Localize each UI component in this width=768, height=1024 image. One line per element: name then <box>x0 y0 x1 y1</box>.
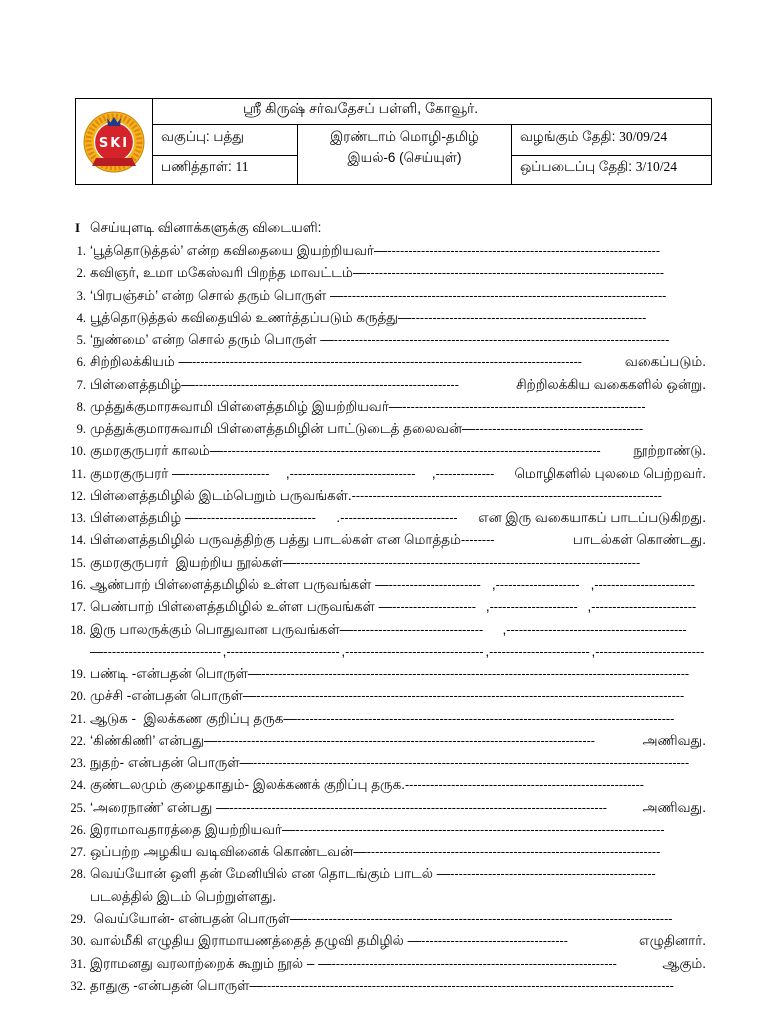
answer-blank: ------------------------------------------------------------------------------------------ <box>296 711 675 726</box>
question-number: 6. <box>76 355 86 370</box>
question-text: நூற்றாண்டு. <box>633 443 706 459</box>
question-body <box>90 574 706 596</box>
question-body <box>90 708 706 730</box>
question-text: என இரு வகையாகப் பாடப்படுகிறது. <box>478 510 706 526</box>
worksheet-number: 11 <box>235 159 249 174</box>
question-body <box>90 863 706 885</box>
question-item <box>58 930 706 952</box>
answer-blank: -------------------- <box>495 577 580 592</box>
submission-date-label: ஒப்படைப்பு தேதி: <box>520 159 632 174</box>
question-item <box>58 619 706 641</box>
class-cell <box>153 125 298 156</box>
answer-blank: --------------------------------------------------------------- <box>194 377 459 392</box>
answer-blank: ---------------------------------------------------------------------------------------- <box>303 911 673 926</box>
question-text: கவிஞர், உமா மகேஸ்வரி பிறந்த மாவட்டம்— <box>90 265 367 281</box>
question-item <box>58 819 706 841</box>
question-item <box>58 262 706 284</box>
question-body <box>90 930 706 952</box>
question-body <box>90 797 706 819</box>
answer-blank: ---------------------------- <box>198 511 316 526</box>
issue-date-label: வழங்கும் தேதி: <box>520 129 616 144</box>
question-number: 20. <box>70 689 86 704</box>
question-text: பிள்ளைத்தமிழ் — <box>90 510 199 526</box>
submission-date-cell <box>512 156 712 185</box>
question-text: நுதற்- என்பதன் பொருள்— <box>90 755 254 771</box>
question-item <box>58 953 706 975</box>
question-text: வால்மீகி எழுதிய இராமாயணத்தைத் தழுவி தமிழில் — <box>90 933 422 949</box>
answer-blank: -------------------------------------------------------------------------------------------------------- <box>253 756 690 771</box>
question-text: பெண்பாற் பிள்ளைத்தமிழில் உள்ள பருவங்கள் — <box>90 599 393 615</box>
question-text: அணிவது. <box>642 799 706 815</box>
question-body <box>90 975 706 997</box>
question-body <box>90 285 706 307</box>
question-number: 10. <box>70 444 86 459</box>
question-text: ‘பூத்தொடுத்தல்’ என்ற கவிதையை இயற்றியவர்— <box>90 243 388 258</box>
question-number: 17. <box>70 600 86 615</box>
question-body <box>90 529 706 551</box>
question-number: 11. <box>70 466 86 481</box>
question-text: குமரகுருபரர் — <box>90 465 186 481</box>
question-item <box>58 329 706 351</box>
question-text: , <box>590 576 595 592</box>
answer-blank: --------------------------- <box>226 644 340 659</box>
question-list <box>58 240 706 997</box>
question-text: வெய்யோன் ஒளி தன் மேனியில் என தொடங்கும் பாடல் — <box>90 866 451 882</box>
subject-title: இரண்டாம் மொழி-தமிழ் <box>330 129 479 144</box>
question-number: 25. <box>70 800 86 815</box>
answer-blank: ------------------------------------------------------------------------------------------ <box>229 800 607 815</box>
question-number: 31. <box>70 956 86 971</box>
question-item <box>58 752 706 774</box>
question-item <box>58 552 706 574</box>
header-row-details <box>76 125 712 156</box>
question-text: குமரகுருபரர் இயற்றிய நூல்கள்— <box>90 554 297 570</box>
question-number: 1. <box>76 244 86 258</box>
question-text: , <box>485 643 490 659</box>
question-text: இரு பாலருக்கும் பொதுவான பருவங்கள்— <box>90 621 354 637</box>
question-number: 16. <box>70 577 86 592</box>
answer-blank: ------------------------------- <box>353 622 484 637</box>
question-item <box>58 285 706 307</box>
question-body <box>90 819 706 841</box>
question-number: 26. <box>70 822 86 837</box>
question-text: பிள்ளைத்தமிழில் பருவத்திற்கு பத்து பாடல்கள் என மொத்தம் <box>90 532 461 548</box>
answer-blank: ----------------------------------- <box>421 934 568 949</box>
question-body <box>90 485 706 507</box>
submission-date-value: 3/10/24 <box>635 159 677 174</box>
question-continuation-line <box>58 886 706 908</box>
question-item <box>58 396 706 418</box>
question-number: 8. <box>76 399 86 414</box>
answer-blank: ------------------------------------------------------------------------------------------ <box>223 444 601 459</box>
question-item <box>58 485 706 507</box>
question-number: 2. <box>76 266 86 281</box>
question-item <box>58 730 706 752</box>
question-item <box>58 574 706 596</box>
question-item <box>58 418 706 440</box>
question-number: 24. <box>70 778 86 793</box>
question-text: பண்டி -என்பதன் பொருள்— <box>90 666 262 682</box>
answer-blank: --------------------------------------------------------------------------------------------- <box>191 355 582 370</box>
answer-blank: ---------------------------- <box>103 644 221 659</box>
question-text: குமரகுருபரர் காலம்— <box>90 443 224 459</box>
answer-blank: ----------------------------------------------------------------------------- <box>343 288 667 303</box>
section-title: செய்யுளடி வினாக்களுக்கு விடையளி: <box>90 220 322 235</box>
answer-blank: -------------------------------------------------------- <box>411 310 647 325</box>
question-text: ஆண்பாற் பிள்ளைத்தமிழில் உள்ள பருவங்கள் — <box>90 576 389 592</box>
question-text: இராமாவதாரத்தை இயற்றியவர்— <box>90 821 296 837</box>
logo-cell <box>76 99 153 185</box>
question-text: , <box>591 643 596 659</box>
answer-blank: ------------------------ <box>489 644 590 659</box>
question-text: பூத்தொடுத்தல் கவிதையில் உணர்த்தப்படும் கருத்து— <box>90 309 412 325</box>
question-body <box>90 240 706 262</box>
answer-blank: ------------------------- <box>591 600 697 615</box>
answer-blank: --------------------------------- <box>345 644 484 659</box>
question-text: ஆடுக - இலக்கண குறிப்பு தருக— <box>90 710 297 726</box>
header-table-body <box>76 99 712 185</box>
question-text: முச்சி -என்பதன் பொருள்— <box>90 688 257 704</box>
question-body <box>90 908 706 930</box>
question-text: அணிவது. <box>638 732 706 748</box>
answer-blank: -------- <box>460 533 495 548</box>
question-text: , <box>502 621 507 637</box>
question-text: வெய்யோன்- என்பதன் பொருள்— <box>90 910 304 926</box>
issue-date-cell <box>512 125 712 156</box>
question-item <box>58 863 706 885</box>
answer-blank: ------------------------------------------- <box>506 622 687 637</box>
question-body <box>90 307 706 329</box>
answer-blank: -------------------- <box>185 466 270 481</box>
school-logo <box>83 111 145 173</box>
answer-blank: ------------------------------------------------------------------------------------------------------ <box>261 667 690 682</box>
question-number: 21. <box>70 711 86 726</box>
answer-blank: ------------------------------------------------- <box>450 867 656 882</box>
question-body <box>90 953 706 975</box>
question-number: 32. <box>70 978 86 993</box>
answer-blank: -------------------------------------------------------------------------------- <box>333 333 670 348</box>
question-number: 13. <box>70 511 86 526</box>
question-continuation-line <box>58 641 706 663</box>
question-body <box>90 262 706 284</box>
question-item <box>58 596 706 618</box>
section-heading <box>75 219 321 237</box>
question-text: , <box>587 599 592 615</box>
question-text: — <box>90 643 104 659</box>
answer-blank: ---------------------------------------------------------- <box>402 399 646 414</box>
question-text: தாதுகு -என்பதன் பொருள்— <box>90 977 263 993</box>
answer-blank: -------------------------- <box>595 644 705 659</box>
question-number: 27. <box>70 845 86 860</box>
question-text: ‘அரைநாண்’ என்பது — <box>90 799 230 815</box>
question-body <box>90 463 706 485</box>
question-body <box>90 596 706 618</box>
question-number: 30. <box>70 934 86 949</box>
answer-blank: ------------------------------------------------------------------------------------------------------ <box>256 689 685 704</box>
question-body <box>90 641 706 663</box>
question-item <box>58 841 706 863</box>
question-body <box>90 374 706 396</box>
question-number: 5. <box>76 333 86 348</box>
school-name: ஸ்ரீ கிருஷ் சர்வதேசப் பள்ளி, கோவூர். <box>153 99 712 125</box>
question-body <box>90 663 706 685</box>
question-item <box>58 708 706 730</box>
question-text: பிள்ளைத்தமிழில் இடம்பெறும் பருவங்கள். <box>90 487 352 503</box>
question-text: வகைப்படும். <box>621 354 706 370</box>
answer-blank: ------------------------ <box>594 577 695 592</box>
answer-blank: ------------------------------------------------------------------------------------------ <box>217 733 595 748</box>
answer-blank: ---------------------------------------- <box>475 422 644 437</box>
answer-blank: -------------------------------------------------------------------- <box>331 956 617 971</box>
question-number: 3. <box>76 288 86 303</box>
question-number: 4. <box>76 310 86 325</box>
question-number: 23. <box>70 756 86 771</box>
question-item <box>58 975 706 997</box>
question-text: முத்துக்குமாரசுவாமி பிள்ளைத்தமிழ் இயற்றியவர்— <box>90 398 403 414</box>
question-body <box>90 685 706 707</box>
question-number: 29. <box>70 911 86 926</box>
question-item <box>58 507 706 529</box>
answer-blank: ---------------------------- <box>340 511 458 526</box>
question-item <box>58 529 706 551</box>
answer-blank: ------------------------------ <box>289 466 416 481</box>
answer-blank: -------------------- <box>392 600 476 615</box>
question-body <box>90 552 706 574</box>
question-text: முத்துக்குமாரசுவாமி பிள்ளைத்தமிழின் பாட்டுடைத் தலைவன்— <box>90 421 476 437</box>
question-item <box>58 351 706 373</box>
question-text: எழுதினார். <box>635 933 706 949</box>
header-row-school <box>76 99 712 125</box>
question-text: , <box>341 643 346 659</box>
question-text: , <box>491 576 496 592</box>
question-text: ‘பிரபஞ்சம்’ என்ற சொல் தரும் பொருள் — <box>90 287 344 303</box>
question-number: 12. <box>70 488 86 503</box>
section-numeral: I <box>75 220 81 235</box>
question-body <box>90 752 706 774</box>
question-item <box>58 797 706 819</box>
question-body <box>90 619 706 641</box>
answer-blank: ---------------------------------------------------------------------- <box>366 845 661 860</box>
answer-blank: ---------------------- <box>388 577 481 592</box>
question-item <box>58 440 706 462</box>
issue-date-value: 30/09/24 <box>619 129 668 144</box>
question-text: குண்டலமும் குழைகாதும்- இலக்கணக் குறிப்பு தருக. <box>90 777 405 793</box>
answer-blank: ---------------------------------------------------------------------------------------- <box>295 822 665 837</box>
question-number: 28. <box>70 867 86 882</box>
question-text: சிற்றிலக்கிய வகைகளில் ஒன்று. <box>512 376 706 392</box>
question-number: 18. <box>70 622 86 637</box>
answer-blank: ----------------------------------------------------------------------- <box>366 266 665 281</box>
logo-ribbon <box>92 158 136 166</box>
answer-blank: -------------------------------------------------------------------------- <box>351 488 662 503</box>
question-text: ஆகும். <box>662 955 706 971</box>
question-text: மொழிகளில் புலமை பெற்றவர். <box>510 465 706 481</box>
answer-blank: ---------------------------------------------------------------------------------- <box>296 555 641 570</box>
question-number: 9. <box>76 422 86 437</box>
answer-blank: --------------------------------------------------------- <box>404 778 645 793</box>
question-number: 14. <box>70 533 86 548</box>
question-text: பாடல்கள் கொண்டது. <box>572 532 706 548</box>
answer-blank: --------------------- <box>489 600 578 615</box>
worksheet-label: பணித்தாள்: <box>161 159 232 174</box>
question-item <box>58 307 706 329</box>
question-item <box>58 685 706 707</box>
question-body <box>90 329 706 351</box>
question-text: ‘நுண்மை’ என்ற சொல் தரும் பொருள் — <box>90 332 334 348</box>
question-text: , <box>431 465 436 481</box>
question-number: 15. <box>70 555 86 570</box>
question-text: , <box>485 599 490 615</box>
class-label: வகுப்பு: பத்து <box>161 129 244 144</box>
question-item <box>58 374 706 396</box>
question-number: 7. <box>76 377 86 392</box>
worksheet-header-table <box>75 98 712 185</box>
question-text: , <box>285 465 290 481</box>
question-body <box>90 396 706 418</box>
question-body <box>90 841 706 863</box>
question-item <box>58 240 706 262</box>
question-number: 19. <box>70 667 86 682</box>
question-body <box>90 730 706 752</box>
question-body <box>90 351 706 373</box>
question-item <box>58 908 706 930</box>
question-text: இராமனது வரலாற்றைக் கூறும் நூல் – — <box>90 955 332 971</box>
subject-cell <box>298 125 512 185</box>
question-text: ஒப்பற்ற அழகிய வடிவினைக் கொண்டவன்— <box>90 844 367 860</box>
logo-text: SKI <box>98 135 130 151</box>
question-text: சிற்றிலக்கியம் — <box>90 354 192 370</box>
unit-title: இயல்-6 (செய்யுள்) <box>347 150 462 165</box>
question-body <box>90 418 706 440</box>
question-text: ‘கிண்கிணி’ என்பது— <box>90 732 218 748</box>
question-text: பிள்ளைத்தமிழ்— <box>90 376 195 392</box>
question-item <box>58 463 706 485</box>
question-body <box>90 507 706 529</box>
question-body <box>90 774 706 796</box>
question-text: . <box>336 510 341 526</box>
question-body <box>90 886 706 908</box>
answer-blank: -------------------------------------------------------------------------------------------------- <box>262 978 674 993</box>
worksheet-cell <box>153 156 298 185</box>
answer-blank: ----------------------------------------------------------------- <box>387 244 661 258</box>
question-body <box>90 440 706 462</box>
answer-blank: -------------- <box>435 466 495 481</box>
question-text: , <box>222 643 227 659</box>
question-item <box>58 774 706 796</box>
question-text: படலத்தில் இடம் பெற்றுள்ளது. <box>90 888 277 904</box>
question-item <box>58 663 706 685</box>
question-number: 22. <box>70 733 86 748</box>
